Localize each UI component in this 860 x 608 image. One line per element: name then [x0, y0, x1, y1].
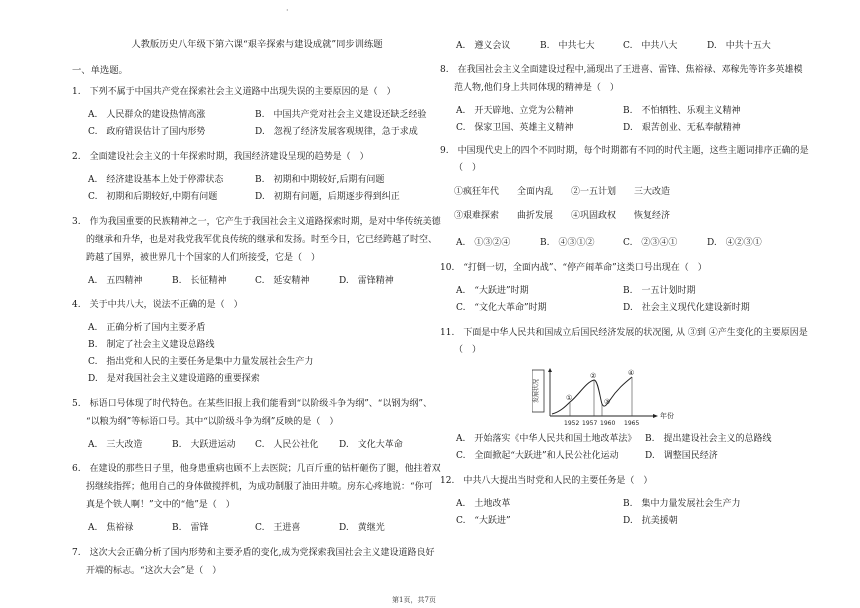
tick-1965: 1965 — [624, 420, 640, 427]
chart-ylabel: 发展状况 — [533, 378, 540, 404]
chart-xlabel: 年份 — [660, 412, 674, 420]
q11-stem-line1: 11. 下面是中华人民共和国成立后国民经济发展的状况图, 从 ③到 ④产生变化的主要原因是 — [440, 328, 808, 338]
q5-stem-line2: “以粮为纲”等标语口号。其中“以阶级斗争为纲”反映的是（ ） — [86, 417, 339, 427]
q7-option-c[interactable]: C. 中共八大 — [623, 41, 678, 51]
q12-option-b[interactable]: B. 集中力量发展社会生产力 — [623, 499, 741, 509]
q11-option-b[interactable]: B. 提出建设社会主义的总路线 — [645, 434, 772, 444]
q11-option-d[interactable]: D. 调整国民经济 — [645, 451, 718, 461]
q11-option-c[interactable]: C. 全面掀起“大跃进”和人民公社化运动 — [456, 451, 619, 461]
marker-4: ④ — [628, 369, 635, 377]
q7-option-b[interactable]: B. 中共七大 — [540, 41, 595, 51]
q9-option-a[interactable]: A. ①③②④ — [456, 238, 511, 248]
q5-stem-line1: 5. 标语口号体现了时代特色。在某些旧报上我们能看到“以阶级斗争为纲”、“以钢为纲”、 — [72, 399, 432, 409]
marker-2: ② — [590, 372, 597, 380]
q2-option-d[interactable]: D. 初期有问题，后期逐步得到纠正 — [255, 192, 400, 202]
q1-option-c[interactable]: C. 政府错误估计了国内形势 — [88, 127, 206, 137]
q6-stem-line3: 真是个铁人啊！”文中的“他”是（ ） — [86, 500, 235, 510]
q10-option-b[interactable]: B. 一五计划时期 — [623, 286, 696, 296]
q6-option-d[interactable]: D. 黄继光 — [339, 523, 385, 533]
q1-stem: 1. 下列不属于中国共产党在探索社会主义道路中出现失误的主要原因的是（ ） — [72, 87, 396, 97]
q12-option-c[interactable]: C. “大跃进” — [456, 516, 511, 526]
q6-stem-line1: 6. 在建设的那些日子里，他身患重病也顾不上去医院；几百斤重的钻杆砸伤了腿，他拄着双 — [72, 464, 441, 474]
q10-option-a[interactable]: A. “大跃进”时期 — [456, 286, 529, 296]
q8-stem-line2: 范人物,他们身上共同体现的精神是（ ） — [454, 83, 619, 93]
q12-stem: 12. 中共八大提出当时党和人民的主要任务是（ ） — [440, 476, 653, 486]
q1-option-d[interactable]: D. 忽视了经济发展客观规律，急于求成 — [255, 127, 418, 137]
q4-option-b[interactable]: B. 制定了社会主义建设总路线 — [88, 340, 215, 350]
q10-stem: 10. “打倒一切，全面内战”、“停产闹革命”这类口号出现在（ ） — [440, 263, 707, 273]
marker-3: ③ — [604, 398, 611, 406]
q9-option-b[interactable]: B. ④③①② — [540, 238, 595, 248]
q5-option-a[interactable]: A. 三大改造 — [88, 440, 143, 450]
q6-option-a[interactable]: A. 焦裕禄 — [88, 523, 134, 533]
q1-option-a[interactable]: A. 人民群众的建设热情高涨 — [88, 110, 206, 120]
q8-option-b[interactable]: B. 不怕牺牲、乐观主义精神 — [623, 106, 741, 116]
tick-1952: 1952 — [564, 420, 580, 427]
tick-1960: 1960 — [600, 420, 616, 427]
section-heading: 一、单选题。 — [72, 65, 128, 76]
q3-stem-line2: 的继承和升华，也是对我党我军优良传统的继承和发扬。时至今日，它已经跨越了时空、 — [86, 235, 438, 245]
q6-stem-line2: 拐继续指挥；他用自己的身体做搅拌机，为成功制服了油田井喷。房东心疼地说：“你可 — [86, 482, 433, 492]
q2-option-b[interactable]: B. 初期和中期较好,后期有问题 — [255, 175, 385, 185]
q2-option-c[interactable]: C. 初期和后期较好,中期有问题 — [88, 192, 218, 202]
left-column — [72, 0, 441, 608]
q12-option-a[interactable]: A. 土地改革 — [456, 499, 511, 509]
q3-stem-line1: 3. 作为我国重要的民族精神之一，它产生于我国社会主义道路探索时期，是对中华传统美德 — [72, 217, 441, 227]
y-axis-arrow — [548, 368, 552, 372]
q3-stem-line3: 跨越了国界，被世界几十个国家的人们所接受，它是（ ） — [86, 253, 321, 263]
q8-stem-line1: 8. 在我国社会主义全面建设过程中,涌现出了王进喜、雷锋、焦裕禄、邓稼先等许多英雄模 — [440, 65, 803, 75]
q4-stem: 4. 关于中共八大，说法不正确的是（ ） — [72, 300, 243, 310]
q3-option-d[interactable]: D. 雷锋精神 — [339, 276, 394, 286]
q9-stem-line1: 9. 中国现代史上的四个不同时期，每个时期都有不同的时代主题，这些主题词排序正确的是 — [440, 146, 809, 156]
q2-stem: 2. 全面建设社会主义的十年探索时期，我国经济建设呈现的趋势是（ ） — [72, 152, 369, 162]
q1-option-b[interactable]: B. 中国共产党对社会主义建设还缺乏经验 — [255, 110, 427, 120]
q7-stem-line1: 7. 这次大会正确分析了国内形势和主要矛盾的变化,成为党探索我国社会主义建设道路良好 — [72, 548, 435, 558]
q9-items-row2: ③艰难探索 曲折发展 ④巩固政权 恢复经济 — [454, 211, 671, 221]
q8-option-a[interactable]: A. 开天辟地、立党为公精神 — [456, 106, 574, 116]
right-column — [440, 0, 810, 608]
q4-option-c[interactable]: C. 指出党和人民的主要任务是集中力量发展社会生产力 — [88, 357, 314, 367]
q9-stem-line2: （ ） — [454, 163, 482, 173]
q10-option-c[interactable]: C. “文化大革命”时期 — [456, 303, 547, 313]
q9-option-d[interactable]: D. ④②③① — [707, 238, 762, 248]
q11-stem-line2: （ ） — [454, 345, 482, 355]
q7-option-d[interactable]: D. 中共十五大 — [707, 41, 771, 51]
q11-option-a[interactable]: A. 开始落实《中华人民共和国土地改革法》 — [456, 434, 637, 444]
marker-1: ① — [566, 394, 573, 402]
q5-option-b[interactable]: B. 大跃进运动 — [172, 440, 236, 450]
q7-option-a[interactable]: A. 遵义会议 — [456, 41, 511, 51]
q3-option-c[interactable]: C. 延安精神 — [255, 276, 310, 286]
page-title: 人教版历史八年级下第六课“艰辛探索与建设成就”同步训练题 — [131, 39, 383, 50]
q5-option-c[interactable]: C. 人民公社化 — [255, 440, 319, 450]
q10-option-d[interactable]: D. 社会主义现代化建设新时期 — [623, 303, 750, 313]
page-footer: 第1页，共7页 — [392, 596, 436, 604]
q2-option-a[interactable]: A. 经济建设基本上处于停滞状态 — [88, 175, 224, 185]
q12-option-d[interactable]: D. 抗美援朝 — [623, 516, 678, 526]
economy-chart — [532, 368, 684, 430]
q6-option-c[interactable]: C. 王进喜 — [255, 523, 301, 533]
x-axis-arrow — [653, 414, 658, 418]
q9-items-row1: ①疯狂年代 全面内乱 ②一五计划 三大改造 — [454, 187, 671, 197]
tick-1957: 1957 — [582, 420, 598, 427]
q5-option-d[interactable]: D. 文化大革命 — [339, 440, 403, 450]
development-curve — [552, 377, 632, 414]
header-dot: · — [286, 6, 289, 15]
q4-option-d[interactable]: D. 是对我国社会主义建设道路的重要探索 — [88, 374, 260, 384]
q9-option-c[interactable]: C. ②③④① — [623, 238, 678, 248]
q8-option-c[interactable]: C. 保家卫国、英雄主义精神 — [456, 123, 574, 133]
q8-option-d[interactable]: D. 艰苦创业、无私奉献精神 — [623, 123, 741, 133]
q7-stem-line2: 开端的标志。“这次大会”是（ ） — [86, 566, 222, 576]
q6-option-b[interactable]: B. 雷锋 — [172, 523, 209, 533]
q3-option-b[interactable]: B. 长征精神 — [172, 276, 227, 286]
q4-option-a[interactable]: A. 正确分析了国内主要矛盾 — [88, 323, 206, 333]
q3-option-a[interactable]: A. 五四精神 — [88, 276, 143, 286]
